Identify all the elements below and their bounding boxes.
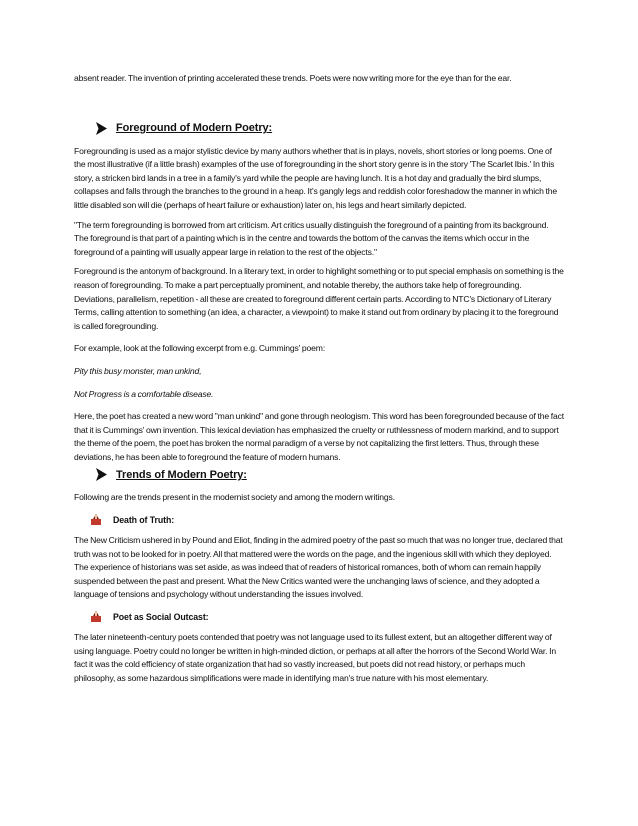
- intro-paragraph: absent reader. The invention of printing accelerated these trends. Poets were now writing more for the eye than for the ear.: [74, 73, 512, 83]
- arrow-bullet-icon: [96, 468, 107, 481]
- section-heading-foreground: [96, 122, 564, 135]
- hand-pointer-icon: [90, 514, 102, 526]
- hand-pointer-icon: [90, 611, 102, 623]
- subheading-text: Poet as Social Outcast:: [113, 612, 209, 623]
- heading-text: Foreground of Modern Poetry:: [116, 122, 273, 135]
- paragraph: For example, look at the following excerpt from e.g. Cummings' poem:: [74, 343, 326, 354]
- subheading-text: Death of Truth:: [113, 515, 175, 526]
- section-heading-trends: [96, 468, 564, 481]
- paragraph: Foregrounding is used as a major stylistic device by many authors whether that is in plays, novels, short stories or long poems. One of the most illustrative (if a little brash) examples of the use of foregrounding in the short story genre is in the story 'The Scarlet Ibis.' In this story, a stricken bird lands in a tree in a family's yard while the people are having lunch. It is a hot day and gradually the bird slumps, collapses and falls through the branches to the ground in a heap. It's gangly legs and reddish color foreshadow the manner in which the little disabled son will die (perhaps of heart failure or exhaustion) later on, his legs and heart similarly depicted.: [74, 145, 557, 210]
- quote-line: Not Progress is a comfortable disease.: [74, 388, 214, 399]
- subheading-poet-as-social-outcast: [90, 611, 564, 623]
- paragraph: "The term foregrounding is borrowed from art criticism. Art critics usually distinguish the foreground of a painting from its background. The foreground is that part of a painting which is in the centre and towards the bottom of the canvas the items which occur in the foreground of a painting will usually appear large in relation to the rest of the objects.": [74, 219, 549, 257]
- paragraph: Following are the trends present in the modernist society and among the modern writings.: [74, 492, 395, 503]
- paragraph: Foreground is the antonym of background. In a literary text, in order to highlight something or to put special emphasis on something is the reason of foregrounding. To make a part perceptually prominent, and notable thereby, the authors take help of foregrounding. Deviations, parallelism, repetition - all these are created to foreground different certain parts. According to NTC's Dictionary of Literary Terms, calling attention to something (an idea, a character, a viewpoint) to make it stand out from ordinary by placing it to the foreground is called foregrounding.: [74, 266, 564, 331]
- subheading-death-of-truth: [90, 514, 564, 526]
- paragraph: Here, the poet has created a new word "man unkind" and gone through neologism. This word has been foregrounded because of the fact that it is Cummings' own invention. This lexical deviation has emphasized the cruelty or ruthlessness of modern markind, and to support the theme of the poem, the poet has broken the normal paradigm of a verse by not capitalizing the first letters. Thus, through these deviations, he has been able to foreground the feature of modern humans.: [74, 411, 564, 462]
- document-page: [74, 72, 564, 685]
- arrow-bullet-icon: [96, 122, 107, 135]
- paragraph: The later nineteenth-century poets contended that poetry was not language used to its fullest extent, but an altogether different way of using language. Poetry could no longer be written in high-minded diction, or perhaps at all after the horrors of the Second World War. In fact it was the cold efficiency of state organization that had so vastly increased, but poets did not read history, or perhaps much philosophy, as some hazardous simplifications were made in identifying man's true nature with his most elementary.: [74, 632, 556, 683]
- heading-text: Trends of Modern Poetry:: [116, 468, 247, 481]
- paragraph: The New Criticism ushered in by Pound and Eliot, finding in the admired poetry of the past so much that was no longer true, declared that truth was not to be looked for in poetry. All that mattered were the words on the page, and the ingenious skill with which they deployed. The experience of historians was set aside, as was indeed that of readers of historical romances, both of whom can remain happily suspended between the past and present. What the New Critics wanted were the unchanging laws of science, and they adopted a language of tensions and psychology without understanding the issues involved.: [74, 535, 563, 600]
- quote-line: Pity this busy monster, man unkind,: [74, 365, 202, 376]
